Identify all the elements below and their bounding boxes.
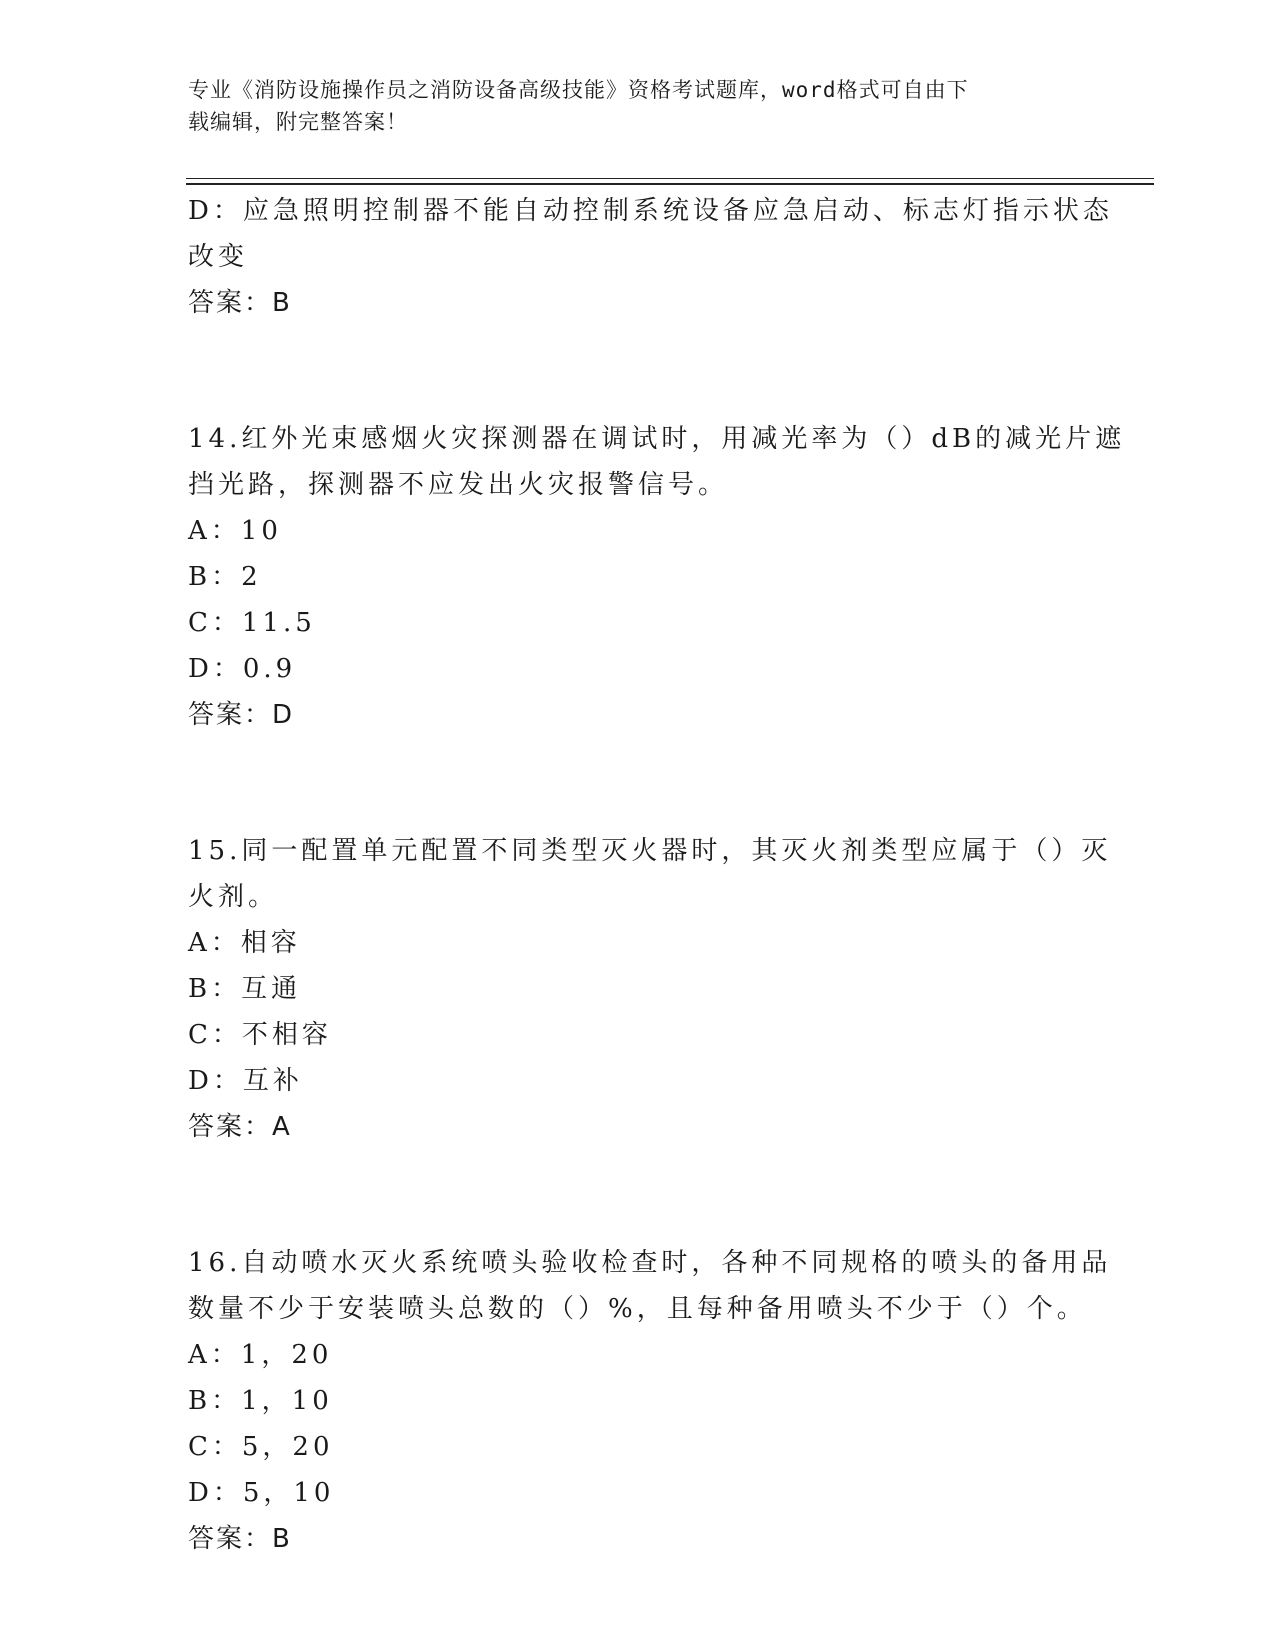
option-a: A：10 (188, 516, 282, 546)
answer-line: 答案：B (188, 1524, 292, 1554)
header-divider (186, 183, 1154, 185)
question-list (188, 188, 1126, 1562)
question-15 (188, 828, 1112, 1150)
header-title-line: 载编辑，附完整答案！ (188, 110, 408, 134)
option-d: D：5，10 (188, 1478, 335, 1508)
question-carry-over (188, 188, 1113, 326)
option-d: D：0.9 (188, 654, 297, 684)
answer-line: 答案：B (188, 288, 292, 318)
option-c: C：11.5 (188, 608, 316, 638)
spacer (188, 326, 1088, 416)
option-a: A：1，20 (188, 1340, 333, 1370)
question-stem-continued: 挡光路，探测器不应发出火灾报警信号。 (188, 470, 729, 500)
header-title-line: 专业《消防设施操作员之消防设备高级技能》资格考试题库，word格式可自由下 (188, 78, 969, 102)
option-b: B：互通 (188, 974, 302, 1004)
question-stem-continued: 火剂。 (188, 882, 279, 912)
answer-line: 答案：A (188, 1112, 292, 1142)
spacer (188, 738, 1088, 828)
question-14 (188, 416, 1126, 738)
option-b: B：2 (188, 562, 262, 592)
question-stem: 15.同一配置单元配置不同类型灭火器时，其灭火剂类型应属于（）灭 (188, 836, 1112, 866)
option-d-continued: 改变 (188, 242, 249, 272)
option-a: A：相容 (188, 928, 301, 958)
document-header (188, 74, 1088, 138)
answer-line: 答案：D (188, 700, 295, 730)
option-b: B：1，10 (188, 1386, 333, 1416)
option-d: D：互补 (188, 1066, 303, 1096)
question-stem: 16.自动喷水灭火系统喷头验收检查时，各种不同规格的喷头的备用品 (188, 1248, 1112, 1278)
header-divider (186, 178, 1154, 179)
option-d: D：应急照明控制器不能自动控制系统设备应急启动、标志灯指示状态 (188, 196, 1113, 226)
spacer (188, 1150, 1088, 1240)
question-stem-continued: 数量不少于安装喷头总数的（）%，且每种备用喷头不少于（）个。 (188, 1294, 1087, 1324)
question-16 (188, 1240, 1112, 1562)
question-stem: 14.红外光束感烟火灾探测器在调试时，用减光率为（）dB的减光片遮 (188, 424, 1126, 454)
option-c: C：不相容 (188, 1020, 332, 1050)
option-c: C：5，20 (188, 1432, 334, 1462)
